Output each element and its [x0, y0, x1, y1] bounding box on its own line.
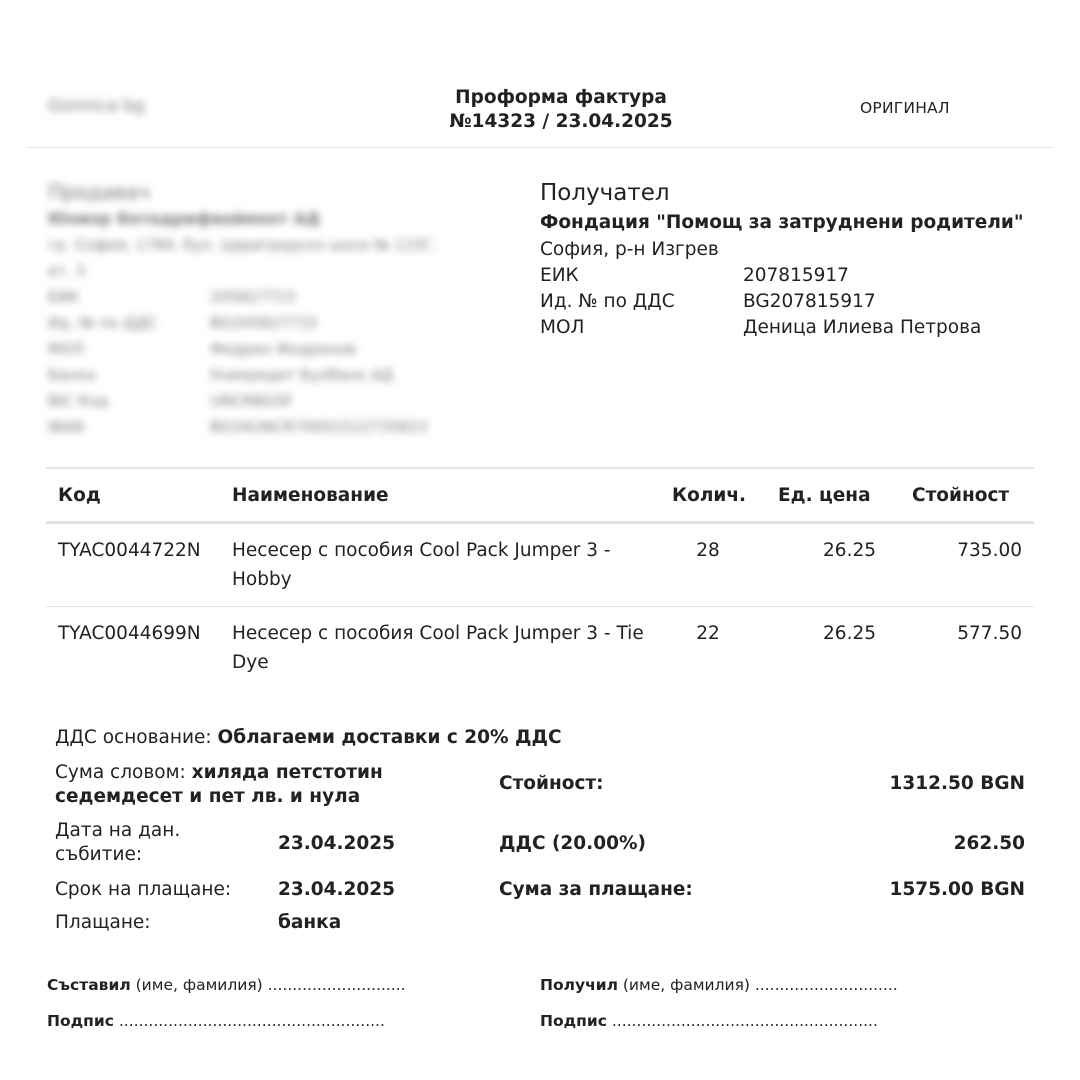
- composed-by-hint: (име, фамилия) ............................: [135, 976, 406, 994]
- row1-name-line2: Hobby: [232, 569, 292, 590]
- seller-address-line1: гр. София, 1784, бул. Цариградско шосе № 115Г,: [48, 236, 438, 254]
- signature-label-left: Подпис: [47, 1012, 114, 1030]
- buyer-row-label: МОЛ: [540, 317, 585, 338]
- signature-dots-left: ......................................................: [118, 1012, 385, 1030]
- buyer-row-label: ЕИК: [540, 265, 579, 286]
- row2-qty: 22: [696, 623, 720, 644]
- header-divider: [26, 147, 1054, 148]
- seller-row-label: IBAN: [48, 418, 85, 436]
- seller-row-value: BG205827715: [210, 314, 318, 332]
- seller-row-label: BIC Код: [48, 392, 109, 410]
- seller-row-iban: [48, 414, 437, 440]
- amount-due-value: 1575.00 BGN: [889, 879, 1025, 900]
- vat-basis-label: ДДС основание:: [55, 727, 212, 748]
- buyer-row-label: Ид. № по ДДС: [540, 291, 675, 312]
- tax-event-label: [55, 819, 180, 867]
- row2-name: [232, 619, 652, 677]
- amount-words-label: Сума словом:: [55, 762, 186, 783]
- buyer-row-eik: [540, 263, 1023, 289]
- seller-row-vat: [48, 310, 437, 336]
- col-header-total: Стойност: [912, 485, 1010, 506]
- table-top-border: [46, 467, 1034, 469]
- col-header-name: Наименование: [232, 485, 389, 506]
- buyer-row-value: BG207815917: [743, 291, 876, 312]
- seller-row-eik: [48, 284, 437, 310]
- amount-in-words: [55, 761, 475, 809]
- seller-block: [48, 178, 437, 440]
- seller-row-mol: [48, 336, 437, 362]
- seller-address-line2: ет. 3: [48, 262, 86, 280]
- col-header-unit-price: Ед. цена: [778, 485, 871, 506]
- row2-unit-price: 26.25: [823, 623, 876, 644]
- seller-row-label: Ид. № по ДДС: [48, 314, 158, 332]
- received-by-hint: (име, фамилия) .............................: [622, 976, 898, 994]
- signature-dots-right: ......................................................: [611, 1012, 878, 1030]
- seller-row-bank: [48, 362, 437, 388]
- buyer-row-mol: [540, 315, 1023, 341]
- row1-total: 735.00: [957, 540, 1022, 561]
- row2-name-line2: Dye: [232, 652, 269, 673]
- table-row-divider: [46, 606, 1034, 607]
- col-header-code: Код: [58, 485, 101, 506]
- row1-name: [232, 536, 652, 594]
- row1-qty: 28: [696, 540, 720, 561]
- seller-row-label: ЕИК: [48, 288, 80, 306]
- vat-basis: [55, 726, 562, 750]
- tax-event-date: 23.04.2025: [278, 833, 396, 854]
- seller-row-value: BG34UNCR70001522735823: [210, 418, 428, 436]
- signature-label-right: Подпис: [540, 1012, 607, 1030]
- amount-words-line1: хиляда петстотин: [191, 762, 383, 783]
- seller-row-value: Федрин Федринов: [210, 340, 356, 358]
- buyer-row-value: 207815917: [743, 265, 849, 286]
- received-by-line: [540, 976, 898, 994]
- vat-basis-value: Облагаеми доставки с 20% ДДС: [217, 727, 562, 748]
- payment-method-value: банка: [278, 912, 342, 933]
- buyer-row-vat: [540, 289, 1023, 315]
- payment-due-date: 23.04.2025: [278, 879, 396, 900]
- composed-by-label: Съставил: [47, 976, 131, 994]
- company-logo: Gonnica bg: [48, 96, 145, 116]
- buyer-heading: Получател: [540, 180, 670, 206]
- buyer-city: София, р-н Изгрев: [540, 239, 719, 260]
- row2-code: TYAC0044699N: [58, 623, 201, 644]
- received-by-label: Получил: [540, 976, 618, 994]
- signature-line-left: [47, 1012, 385, 1030]
- signature-line-right: [540, 1012, 878, 1030]
- title-doc-type: Проформа фактура: [455, 87, 667, 108]
- composed-by-line: [47, 976, 406, 994]
- row1-code: TYAC0044722N: [58, 540, 201, 561]
- row2-total: 577.50: [957, 623, 1022, 644]
- row1-name-line1: Несесер с пособия Cool Pack Jumper 3 -: [232, 540, 611, 561]
- document-title: [380, 86, 742, 134]
- payment-method-label: Плащане:: [55, 912, 151, 933]
- payment-due-label: Срок на плащане:: [55, 879, 232, 900]
- buyer-block: [540, 178, 1023, 341]
- seller-row-bic: [48, 388, 437, 414]
- seller-row-label: Банка: [48, 366, 96, 384]
- seller-row-label: МОЛ: [48, 340, 85, 358]
- row2-name-line1: Несесер с пособия Cool Pack Jumper 3 - Tie: [232, 623, 644, 644]
- tax-event-label-line1: Дата на дан.: [55, 820, 181, 841]
- vat-value: 262.50: [953, 833, 1025, 854]
- buyer-row-value: Деница Илиева Петрова: [743, 317, 982, 338]
- seller-heading: Продавач: [48, 180, 150, 204]
- col-header-qty: Колич.: [672, 485, 747, 506]
- seller-row-value: UNCRBGSF: [210, 392, 293, 410]
- amount-words-line2: седемдесет и пет лв. и нула: [55, 786, 361, 807]
- title-number-date: №14323 / 23.04.2025: [449, 111, 673, 132]
- seller-row-value: Уникредит Булбанк АД: [210, 366, 393, 384]
- vat-label: ДДС (20.00%): [499, 833, 646, 854]
- amount-due-label: Сума за плащане:: [499, 879, 693, 900]
- table-header-divider: [46, 521, 1034, 524]
- tax-event-label-line2: събитие:: [55, 844, 143, 865]
- subtotal-label: Стойност:: [499, 773, 604, 794]
- seller-name: Юниор Бетадрифваймент АД: [48, 209, 321, 228]
- buyer-name: Фондация "Помощ за затруднени родители": [540, 212, 1024, 233]
- seller-row-value: 205827715: [210, 288, 296, 306]
- row1-unit-price: 26.25: [823, 540, 876, 561]
- copy-label: ОРИГИНАЛ: [860, 99, 950, 117]
- subtotal-value: 1312.50 BGN: [889, 773, 1025, 794]
